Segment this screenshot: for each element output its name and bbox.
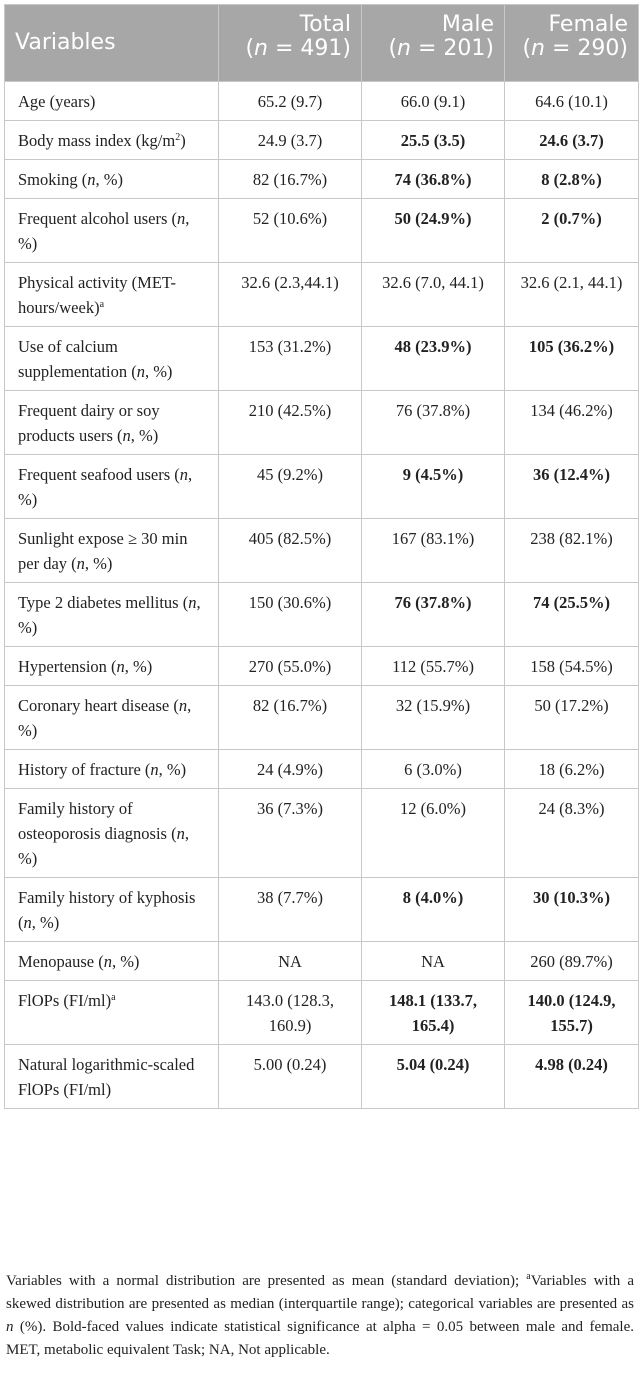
variable-cell <box>5 327 219 391</box>
male-cell: 167 (83.1%) <box>362 519 505 583</box>
female-cell: 4.98 (0.24) <box>505 1045 639 1109</box>
text-segment: , %) <box>144 362 173 381</box>
table-row <box>5 981 639 1045</box>
variable-cell <box>5 391 219 455</box>
variable-cell <box>5 160 219 199</box>
male-cell: 25.5 (3.5) <box>362 121 505 160</box>
female-cell: 24.6 (3.7) <box>505 121 639 160</box>
total-cell: 24 (4.9%) <box>219 750 362 789</box>
variable-cell <box>5 981 219 1045</box>
variable-cell <box>5 750 219 789</box>
table-row <box>5 750 639 789</box>
header-total-n: (n = 491) <box>245 36 351 61</box>
male-cell: 9 (4.5%) <box>362 455 505 519</box>
total-cell: NA <box>219 942 362 981</box>
total-cell: 38 (7.7%) <box>219 878 362 942</box>
male-cell: 148.1 (133.7, 165.4) <box>362 981 505 1045</box>
male-cell: 12 (6.0%) <box>362 789 505 878</box>
header-total-label: Total <box>299 12 351 37</box>
total-cell: 405 (82.5%) <box>219 519 362 583</box>
italic-text: n <box>188 593 197 612</box>
text-segment: Use of calcium supplementation ( <box>18 337 137 381</box>
characteristics-table <box>4 4 639 1109</box>
total-cell: 45 (9.2%) <box>219 455 362 519</box>
italic-text: n <box>176 824 185 843</box>
italic-text: n <box>178 696 188 715</box>
total-cell: 36 (7.3%) <box>219 789 362 878</box>
variable-cell <box>5 789 219 878</box>
table-row <box>5 647 639 686</box>
female-cell: 30 (10.3%) <box>505 878 639 942</box>
italic-text: n <box>116 657 125 676</box>
text-segment: Menopause ( <box>18 952 104 971</box>
variable-cell <box>5 263 219 327</box>
table-row <box>5 583 639 647</box>
table-row <box>5 199 639 263</box>
italic-text: n <box>136 362 145 381</box>
text-segment: , %) <box>18 824 189 868</box>
table-row <box>5 789 639 878</box>
header-male-label: Male <box>441 12 494 37</box>
text-segment: , %) <box>31 913 60 932</box>
table-row <box>5 942 639 981</box>
male-cell: 32 (15.9%) <box>362 686 505 750</box>
female-cell: 18 (6.2%) <box>505 750 639 789</box>
text-segment: , %) <box>18 696 192 740</box>
male-cell: 66.0 (9.1) <box>362 82 505 121</box>
text-segment: , %) <box>84 554 113 573</box>
text-segment: Smoking ( <box>18 170 88 189</box>
male-cell: 76 (37.8%) <box>362 391 505 455</box>
text-segment: Frequent seafood users ( <box>18 465 180 484</box>
total-cell: 82 (16.7%) <box>219 160 362 199</box>
text-segment: Frequent alcohol users ( <box>18 209 177 228</box>
total-cell: 65.2 (9.7) <box>219 82 362 121</box>
text-segment: Family history of osteoporosis diagnosis ( <box>18 799 177 843</box>
total-cell: 32.6 (2.3,44.1) <box>219 263 362 327</box>
italic-text: n <box>23 913 32 932</box>
table-row <box>5 327 639 391</box>
male-cell: 48 (23.9%) <box>362 327 505 391</box>
italic-text: n <box>103 952 112 971</box>
female-cell: 74 (25.5%) <box>505 583 639 647</box>
text-segment: Family history of kyphosis ( <box>18 888 196 932</box>
superscript: a <box>99 299 105 310</box>
male-cell: 8 (4.0%) <box>362 878 505 942</box>
female-cell: 2 (0.7%) <box>505 199 639 263</box>
variable-cell <box>5 455 219 519</box>
header-variables: Variables <box>5 5 219 82</box>
italic-text: n <box>6 1319 14 1335</box>
variable-cell <box>5 1045 219 1109</box>
female-cell: 140.0 (124.9, 155.7) <box>505 981 639 1045</box>
text-segment: (%). Bold-faced values indicate statistical significance at alpha = 0.05 between male and female. MET, metabolic equivalent Task; NA, Not applicable. <box>6 1319 634 1358</box>
variable-cell <box>5 583 219 647</box>
text-segment: , %) <box>111 952 140 971</box>
table-header-row <box>5 5 639 82</box>
table-body <box>5 82 639 1109</box>
variable-cell <box>5 686 219 750</box>
header-male <box>362 5 505 82</box>
table-row <box>5 455 639 519</box>
female-cell: 260 (89.7%) <box>505 942 639 981</box>
text-segment: , %) <box>95 170 123 189</box>
superscript: a <box>111 992 116 1003</box>
table-row <box>5 263 639 327</box>
total-cell: 24.9 (3.7) <box>219 121 362 160</box>
male-cell: 5.04 (0.24) <box>362 1045 505 1109</box>
text-segment: FlOPs (FI/ml) <box>18 991 112 1010</box>
header-female-n: (n = 290) <box>522 36 628 61</box>
variable-cell <box>5 121 219 160</box>
table-row <box>5 391 639 455</box>
variable-cell <box>5 878 219 942</box>
text-segment: Coronary heart disease ( <box>18 696 179 715</box>
female-cell: 238 (82.1%) <box>505 519 639 583</box>
total-cell: 270 (55.0%) <box>219 647 362 686</box>
header-male-n: (n = 201) <box>388 36 494 61</box>
female-cell: 36 (12.4%) <box>505 455 639 519</box>
superscript: a <box>526 1271 531 1282</box>
variable-cell <box>5 942 219 981</box>
text-segment: , %) <box>18 465 193 509</box>
text-segment: Natural logarithmic-scaled FlOPs (FI/ml) <box>18 1055 195 1099</box>
italic-text: n <box>179 465 188 484</box>
total-cell: 52 (10.6%) <box>219 199 362 263</box>
male-cell: 32.6 (7.0, 44.1) <box>362 263 505 327</box>
total-cell: 210 (42.5%) <box>219 391 362 455</box>
superscript: 2 <box>175 132 181 143</box>
table-row <box>5 519 639 583</box>
table-row <box>5 160 639 199</box>
text-segment: , %) <box>130 426 159 445</box>
female-cell: 50 (17.2%) <box>505 686 639 750</box>
italic-text: n <box>177 209 186 228</box>
table-row <box>5 121 639 160</box>
table-row <box>5 686 639 750</box>
total-cell: 143.0 (128.3, 160.9) <box>219 981 362 1045</box>
text-segment: Hypertension ( <box>18 657 117 676</box>
female-cell: 64.6 (10.1) <box>505 82 639 121</box>
text-segment: Type 2 diabetes mellitus ( <box>18 593 189 612</box>
header-total <box>219 5 362 82</box>
text-segment: History of fracture ( <box>18 760 151 779</box>
variable-cell <box>5 199 219 263</box>
male-cell: 74 (36.8%) <box>362 160 505 199</box>
header-female <box>505 5 639 82</box>
text-segment: Body mass index (kg/m <box>18 131 176 150</box>
female-cell: 158 (54.5%) <box>505 647 639 686</box>
italic-text: n <box>150 760 159 779</box>
footnote-text <box>6 1270 634 1362</box>
table-footnote <box>6 1270 634 1362</box>
text-segment: Frequent dairy or soy products users ( <box>18 401 160 445</box>
text-segment: Physical activity (MET-hours/week) <box>18 273 176 317</box>
text-segment: , %) <box>18 593 201 637</box>
total-cell: 5.00 (0.24) <box>219 1045 362 1109</box>
male-cell: 50 (24.9%) <box>362 199 505 263</box>
male-cell: 76 (37.8%) <box>362 583 505 647</box>
total-cell: 150 (30.6%) <box>219 583 362 647</box>
table-row <box>5 1045 639 1109</box>
female-cell: 105 (36.2%) <box>505 327 639 391</box>
italic-text: n <box>122 426 131 445</box>
table-row <box>5 878 639 942</box>
text-segment: , %) <box>18 209 190 253</box>
variable-cell <box>5 647 219 686</box>
italic-text: n <box>87 170 96 189</box>
male-cell: 112 (55.7%) <box>362 647 505 686</box>
text-segment: ) <box>180 131 186 150</box>
header-female-label: Female <box>548 12 628 37</box>
text-segment: , %) <box>124 657 153 676</box>
female-cell: 24 (8.3%) <box>505 789 639 878</box>
male-cell: 6 (3.0%) <box>362 750 505 789</box>
text-segment: Age (years) <box>18 92 96 111</box>
male-cell: NA <box>362 942 505 981</box>
female-cell: 32.6 (2.1, 44.1) <box>505 263 639 327</box>
female-cell: 134 (46.2%) <box>505 391 639 455</box>
text-segment: Sunlight expose ≥ 30 min per day ( <box>18 529 188 573</box>
text-segment: Variables with a normal distribution are presented as mean (standard deviation); <box>6 1273 527 1289</box>
text-segment: Variables with a skewed distribution are presented as median (interquartile range); categorical variables are presented as <box>6 1273 634 1312</box>
total-cell: 153 (31.2%) <box>219 327 362 391</box>
table-row <box>5 82 639 121</box>
variable-cell <box>5 82 219 121</box>
total-cell: 82 (16.7%) <box>219 686 362 750</box>
variable-cell <box>5 519 219 583</box>
text-segment: , %) <box>158 760 187 779</box>
italic-text: n <box>76 554 85 573</box>
female-cell: 8 (2.8%) <box>505 160 639 199</box>
